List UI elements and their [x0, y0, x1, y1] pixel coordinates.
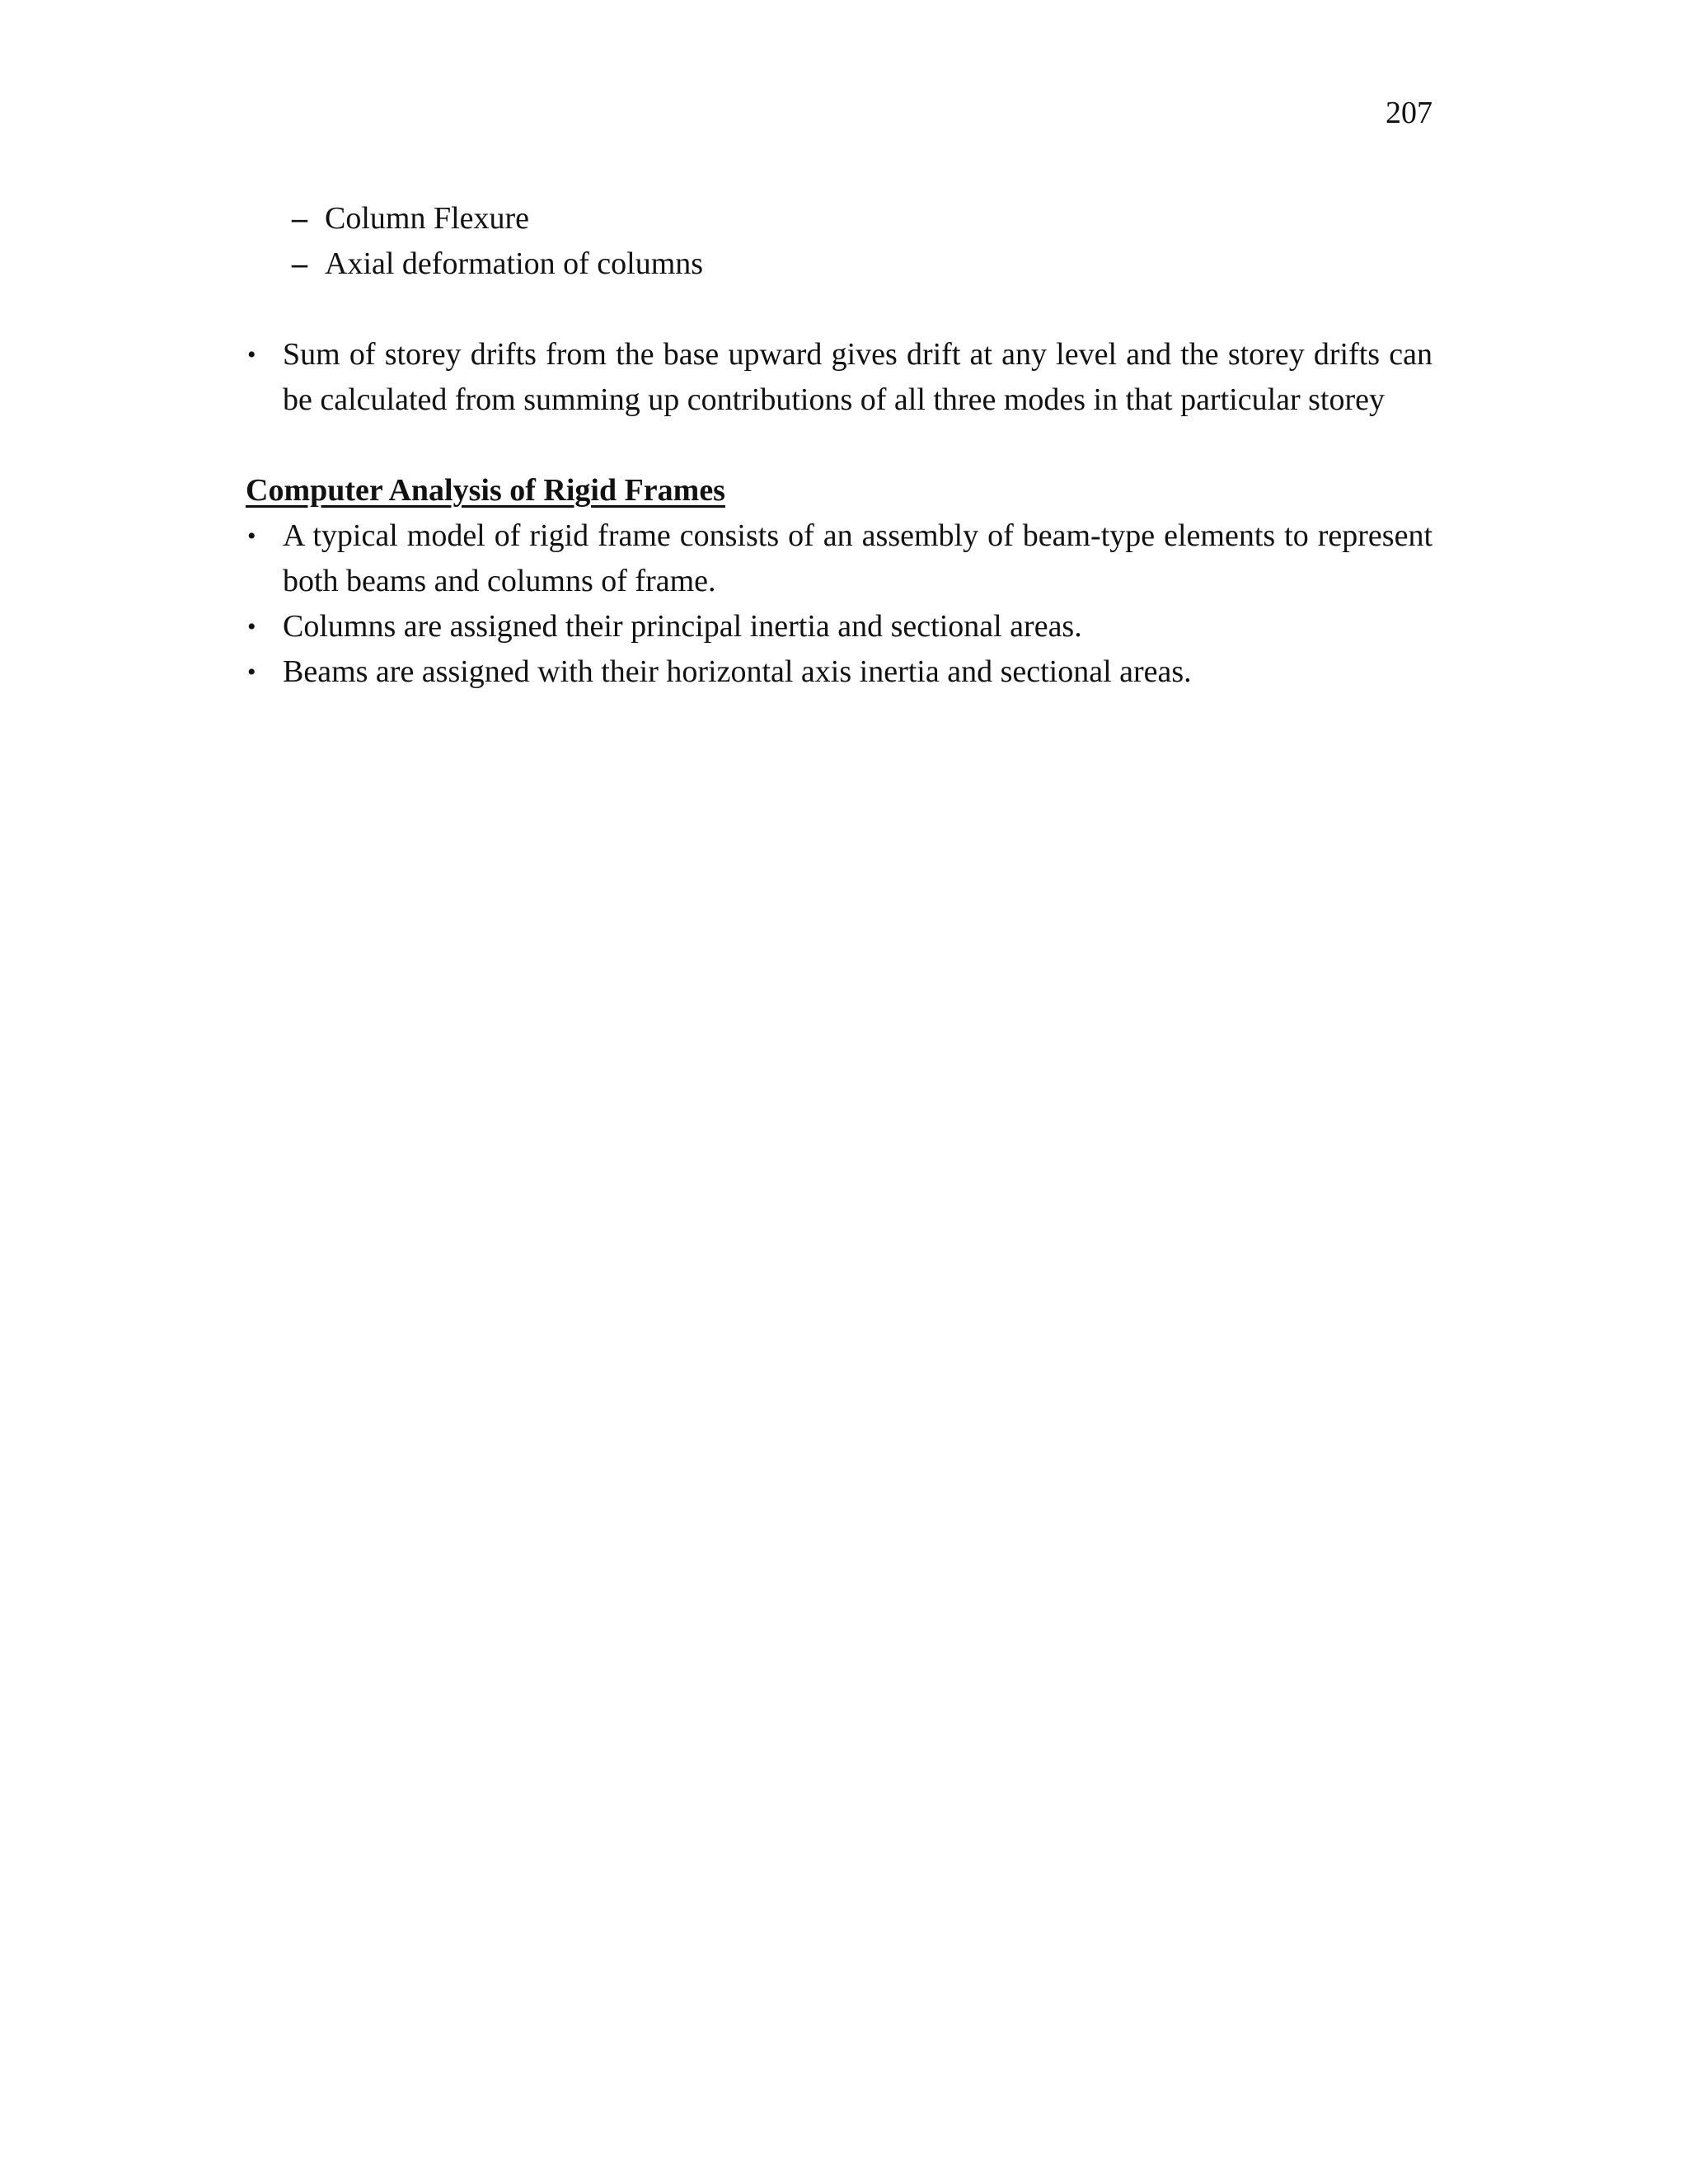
- bullet-marker: •: [247, 523, 256, 550]
- bullet-item-text: A typical model of rigid frame consists of an assembly of beam-type elements to represent both beams and columns of frame.: [283, 518, 1432, 598]
- section-heading: Computer Analysis of Rigid Frames: [246, 473, 725, 508]
- bullet-marker: •: [247, 341, 256, 368]
- sub-list-item: [292, 241, 1432, 287]
- dash-marker: –: [292, 201, 307, 236]
- bullet-marker: •: [247, 658, 256, 686]
- section-bullet-list: [246, 513, 1432, 695]
- drift-bullet-list: [246, 332, 1432, 423]
- page-number: 207: [1386, 96, 1432, 130]
- sub-list-item-text: Column Flexure: [325, 201, 530, 236]
- sub-list: [292, 196, 1432, 287]
- bullet-item-text: Sum of storey drifts from the base upward gives drift at any level and the storey drifts can be calculated from summing up contributions of all three modes in that particular storey: [283, 337, 1432, 417]
- sub-list-item-text: Axial deformation of columns: [325, 246, 704, 281]
- bullet-item-text: Columns are assigned their principal inertia and sectional areas.: [283, 609, 1082, 644]
- bullet-item: [246, 649, 1432, 695]
- bullet-item: [246, 332, 1432, 423]
- bullet-marker: •: [247, 613, 256, 640]
- dash-marker: –: [292, 246, 307, 281]
- bullet-item-text: Beams are assigned with their horizontal axis inertia and sectional areas.: [283, 654, 1192, 689]
- sub-list-item: [292, 196, 1432, 241]
- spacer: [246, 287, 1432, 332]
- page-content: [246, 196, 1432, 695]
- spacer: [246, 423, 1432, 468]
- bullet-item: [246, 513, 1432, 604]
- bullet-item: [246, 604, 1432, 649]
